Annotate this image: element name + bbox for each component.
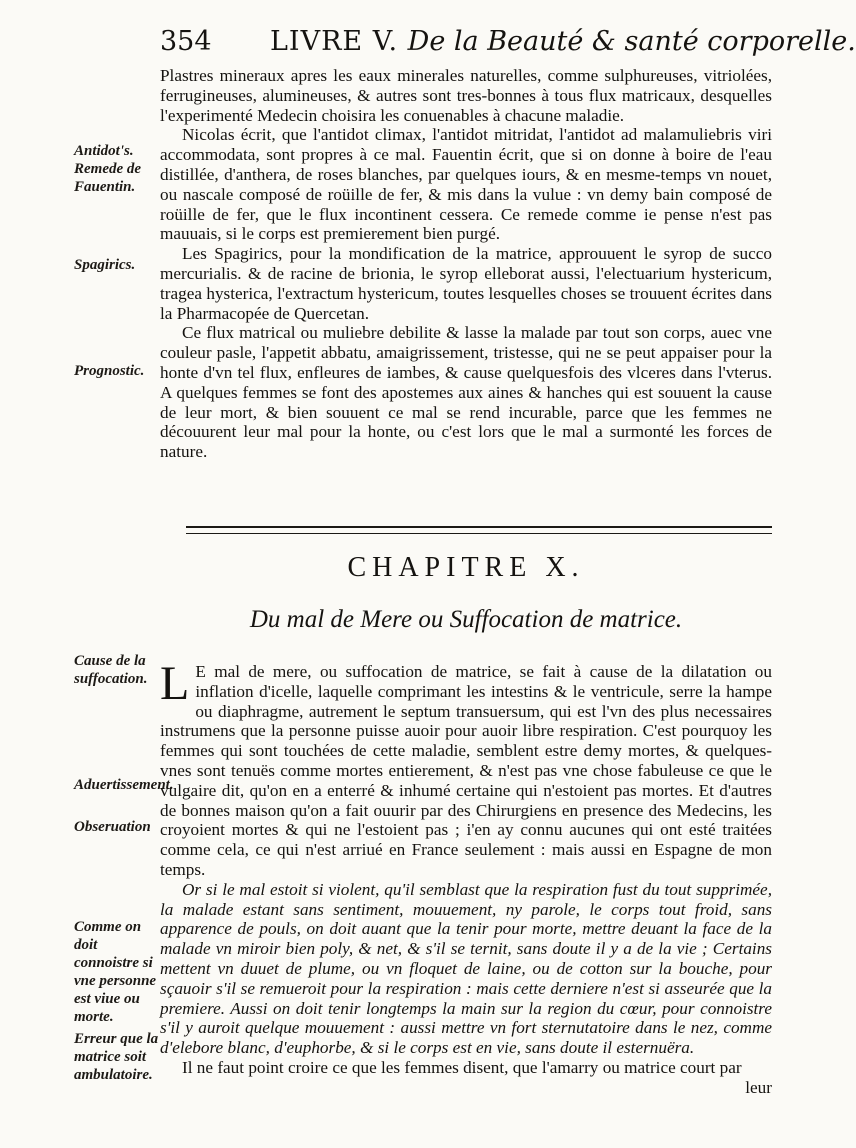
section-one-text — [160, 66, 772, 462]
margin-note-cause: Cause de la suffocation. — [74, 653, 148, 687]
margin-note-prognostic: Prognostic. — [74, 363, 145, 379]
margin-note-antidots: Antidot's. Remede de Fauentin. — [74, 143, 142, 195]
running-title — [270, 26, 856, 57]
page-number: 354 — [160, 26, 212, 57]
running-title-text: De la Beauté & santé corporelle. — [407, 26, 856, 57]
chapter-rule-thin — [186, 533, 772, 534]
paragraph — [160, 657, 772, 880]
paragraph: Les Spagirics, pour la mondification de la matrice, approuuent le syrop de succo mercurialis. & de racine de brionia, le syrop elleborat aussi, l'electuarium hystericum, tragea hysterica, l'extractum hystericum, toutes lesquelles choses se trouuent écrites dans la Pharmacopée de Quercetan. — [160, 244, 772, 323]
drop-cap: L — [160, 657, 190, 710]
margin-note-obseruation: Obseruation — [74, 819, 151, 835]
margin-note-spagirics: Spagirics. — [74, 257, 136, 273]
margin-note-aduertissement: Aduertissement. — [74, 777, 174, 793]
catchword: leur — [745, 1077, 772, 1097]
margin-note-erreur: Erreur que la matrice soit ambulatoire. — [74, 1031, 159, 1083]
chapter-rule — [186, 526, 772, 528]
paragraph: Nicolas écrit, que l'antidot climax, l'antidot mitridat, l'antidot ad malamuliebris viri accommodata, sont propres à ce mal. Fauentin écrit, que si on donne à boire de l'eau distillée, d'anthera, de roses blanches, par quelques iours, & en mesme-temps vn nouet, ou nascale composé de roüille de fer, & mis dans la vulue : vn demy bain composé de roüille de fer, que le flux incontinent cessera. Ce remede comme ie pense n'est pas mauuais, si le corps est premierement bien purgé. — [160, 125, 772, 244]
margin-note-comme: Comme on doit connoistre si vne personne est viue ou morte. — [74, 919, 157, 1025]
paragraph: Ce flux matrical ou muliebre debilite & lasse la malade par tout son corps, auec vne couleur pasle, l'appetit abbatu, amaigrissement, tristesse, qui ne se peut appaiser pour la honte d'vn tel flux, enfleures de iambes, & cause quelquesfois des vlceres dans l'vterus. A quelques femmes se font des apostemes aux aines & hanches qui est souuent la cause de leur mort, & bien souuent ce mal se rend incurable, parce que les femmes ne découurent leur mal pour la honte, ou c'est lors que le mal a surmonté les forces de nature. — [160, 323, 772, 462]
running-title-prefix: LIVRE V. — [270, 26, 399, 57]
running-header — [160, 22, 856, 62]
section-two-text — [160, 657, 772, 1098]
paragraph: Plastres mineraux apres les eaux minerales naturelles, comme sulphureuses, vitriolées, ferrugineuses, alumineuses, & autres sont tres-bonnes à tous flux matricaux, desquelles l'experimenté Medecin choisira les conuenables à chacune maladie. — [160, 66, 772, 125]
paragraph-text: E mal de mere, ou suffocation de matrice, se fait à cause de la dilatation ou inflation d'icelle, laquelle comprimant les intestins & le ventricule, serre la hampe ou diaphragme, autrement le septum transuersum, qui est l'vn des plus necessaires instrumens que la personne puisse auoir pour auoir libre respiration. C'est pourquoy les femmes qui sont touchées de cette maladie, semblent estre demy mortes, & quelques-vnes sont tenuës comme mortes entierement, & n'est pas vne chose fabuleuse ce que le vulgaire dit, qu'on en a enterré & inhumé certaine qui n'estoient pas mortes. Et d'autres de bonnes maison qu'on a fait ouurir par des Chirurgiens en presence des Medecins, les croyoient mortes & qui ne l'estoient pas ; i'en ay connu aucunes qui ont esté traitées comme cela, ce qui n'est arriué en France seulement : mais aussi en Espagne de mon temps. — [160, 662, 772, 879]
chapter-subtitle: Du mal de Mere ou Suffocation de matrice. — [249, 606, 683, 633]
paragraph: Il ne faut point croire ce que les femmes disent, que l'amarry ou matrice court par — [182, 1057, 742, 1077]
chapter-heading: CHAPITRE X. — [347, 552, 585, 583]
paragraph: Or si le mal estoit si violent, qu'il semblast que la respiration fust du tout supprimée, la malade estant sans sentiment, mouuement, ny parole, le corps tout froid, sans apparence de pouls, on doit auant que la tenir pour morte, mettre deuant la face de la malade vn miroir bien poly, & net, & s'il se ternit, sans doute il y a de la vie ; Certains mettent vn duuet de plume, ou vn floquet de laine, ou de cotton sur la bouche, pour sçauoir s'il se remueroit pour la respiration : mais cette derniere n'est si asseurée que la premiere. Aussi on doit tenir longtemps la main sur la region du cœur, pour connoistre s'il y auroit quelque mouuement : aussi mettre vn fort sternutatoire dans le nez, comme d'elebore blanc, d'euphorbe, & si le corps est en vie, sans doute il esternuëra. — [160, 879, 772, 1058]
